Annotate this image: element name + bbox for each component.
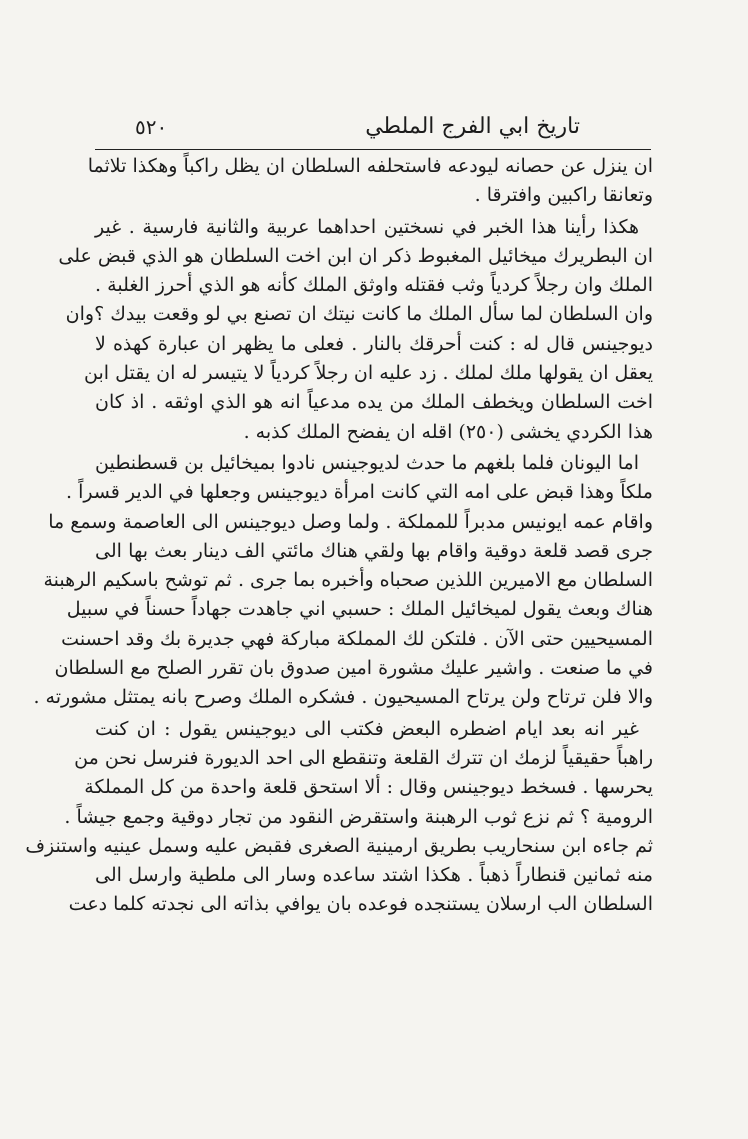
text-line: راهباً حقيقياً لزمك ان تترك القلعة وتنقطع الى احد الديورة فنرسل نحن من	[74, 746, 653, 769]
text-line: اما اليونان فلما بلغهم ما حدث لديوجينس نادوا بميخائيل بن قسطنطين	[95, 451, 639, 474]
text-line: ان البطريرك ميخائيل المغبوط ذكر ان ابن اخت السلطان هو الذي قبض على	[58, 244, 653, 267]
text-line: الرومية ؟ ثم نزع ثوب الرهبنة واستقرض النقود من تجار دوقية وجمع جيشاً .	[64, 805, 653, 828]
text-line: السلطان الب ارسلان يستنجده فوعده بان يوافي بذاته الى نجدته كلما دعت	[68, 893, 653, 916]
text-line: غير انه بعد ايام اضطره البعض فكتب الى ديوجينس يقول : ان كنت	[95, 717, 639, 740]
text-line: واقام عمه ايونيس مدبراً للمملكة . ولما وصل ديوجينس الى العاصمة وسمع ما	[48, 510, 653, 533]
text-line: ملكاً وهذا قبض على امه التي كانت امرأة ديوجينس وجعلها في الدير قسراً .	[66, 481, 653, 504]
text-line: هذا الكردي يخشى (٢٥٠) اقله ان يفضح الملك كذبه .	[243, 420, 653, 443]
text-line: ديوجينس قال له : كنت أحرقك بالنار . فعلى ما يظهر ان عبارة كهذه لا	[95, 332, 653, 355]
text-line: هناك وبعث يقول لميخائيل الملك : حسبي اني جاهدت جهاداً حسناً في سبيل	[66, 598, 653, 621]
text-line: السلطان مع الاميرين اللذين صحباه وأخبره بما جرى . ثم توشح باسكيم الرهبنة	[43, 569, 653, 592]
text-line: المسيحيين حتى الآن . فلتكن لك المملكة مباركة فهي جديرة بك وقد احسنت	[61, 627, 653, 650]
text-line: ثم جاءه ابن سنحاريب بطريق ارمينية الصغرى فقبض عليه وسمل عينيه واستنزف	[25, 834, 653, 857]
text-line: جرى قصد قلعة دوقية واقام بها ولقي هناك مائتي الف دينار بعث بها الى	[95, 539, 653, 562]
text-line: والا فلن ترتاح ولن يرتاح المسيحيون . فشكره الملك وصرح بانه يمتثل مشورته .	[33, 686, 653, 709]
running-title: تاريخ ابي الفرج الملطي	[365, 114, 580, 139]
text-line: اخت السلطان ويخطف الملك من يده مدعياً انه هو الذي اوثقه . اذ كان	[95, 391, 653, 414]
text-line: في ما صنعت . واشير عليك مشورة امين صدوق بان تقرر الصلح مع السلطان	[54, 657, 653, 680]
page-header	[95, 112, 655, 146]
body-text	[25, 152, 653, 920]
page-number: ٥٢٠	[135, 115, 168, 139]
text-line: وان السلطان لما سأل الملك ما كانت نيتك ان تصنع بي لو وقعت بيدك ؟وان	[65, 303, 653, 326]
header-rule	[95, 149, 651, 150]
text-line: ان ينزل عن حصانه ليودعه فاستحلفه السلطان ان يظل راكباً وهكذا تلاثما	[87, 155, 653, 177]
text-line: يحرسها . فسخط ديوجينس وقال : ألا استحق قلعة واحدة من كل المملكة	[84, 776, 653, 799]
text-line: منه ثمانين قنطاراً ذهباً . هكذا اشتد ساعده وسار الى ملطية وارسل الى	[95, 864, 653, 887]
text-line: الملك وان رجلاً كردياً وثب فقتله واوثق الملك كأنه هو الذي أحرز الغلبة .	[95, 274, 653, 297]
text-line: هكذا رأينا هذا الخبر في نسختين احداهما عربية والثانية فارسية . غير	[95, 215, 639, 238]
text-line: وتعانقا راكبين وافترقا .	[474, 184, 653, 207]
text-line: يعقل ان يقولها ملك لملك . زد عليه ان رجلاً كردياً لا يتيسر له ان يقتل ابن	[84, 362, 653, 385]
